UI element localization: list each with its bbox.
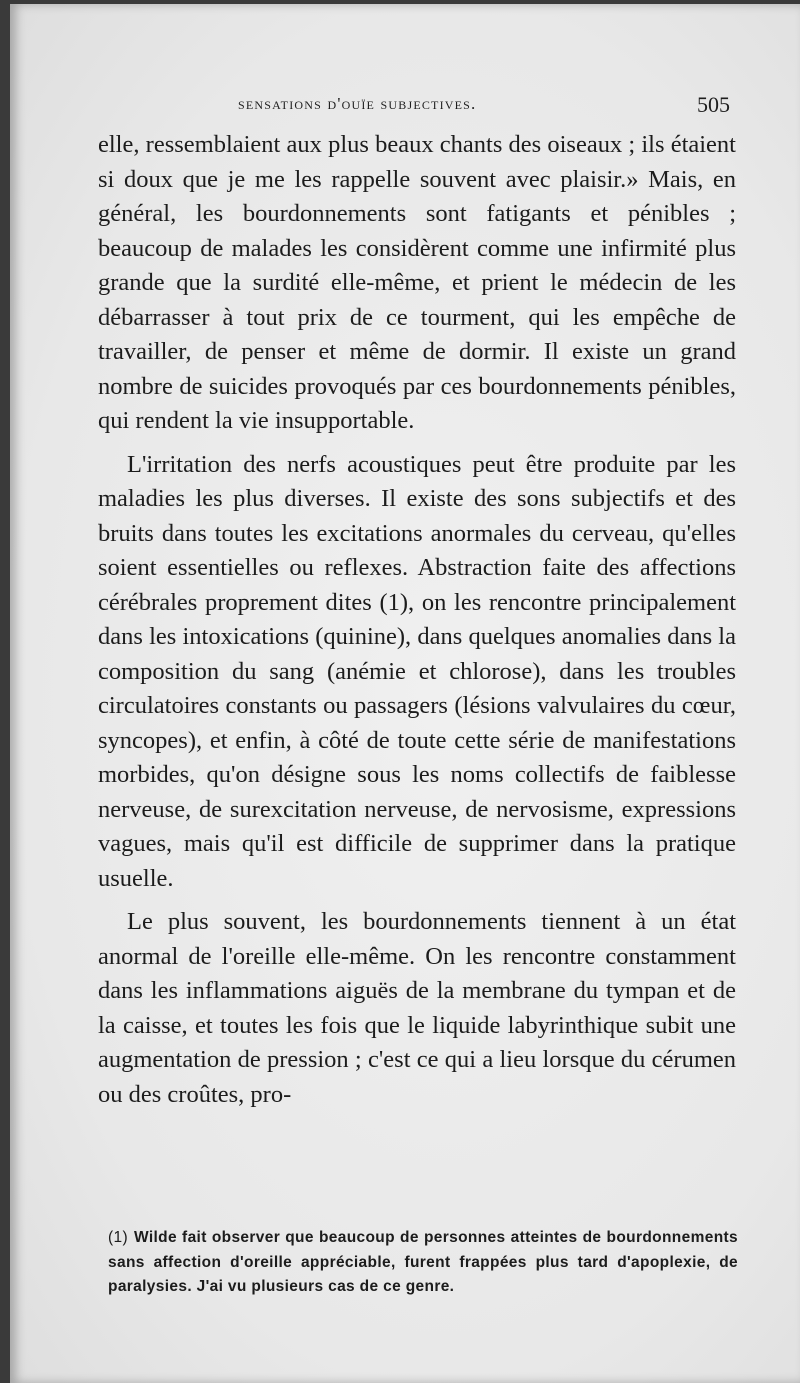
paragraph-1: elle, ressemblaient aux plus beaux chants des oiseaux ; ils étaient si doux que je me les rappelle souvent avec plaisir.» Mais, en général, les bourdonnements sont fatigants et pénibles ; beaucoup de malades les considèrent comme une infirmité plus grande que la surdité elle-même, et prient le médecin de les débarrasser à tout prix de ce tourment, qui les empêche de travailler, de penser et même de dormir. Il existe un grand nombre de suicides provoqués par ces bourdonnements pénibles, qui rendent la vie insupportable. — [98, 131, 736, 434]
book-page — [10, 4, 800, 1383]
page-number: 505 — [697, 92, 730, 117]
running-title: sensations d'ouïe subjectives. — [238, 94, 477, 113]
paragraph-2: L'irritation des nerfs acoustiques peut être produite par les maladies les plus diverses. Il existe des sons subjectifs et des bruits dans toutes les excitations anormales du cerveau, qu'elles soient essentielles ou reflexes. Abstraction faite des affections cérébrales proprement dites (1), on les rencontre principalement dans les intoxications (quinine), dans quelques anomalies dans la composition du sang (anémie et chlorose), dans les troubles circulatoires constants ou passagers (lésions valvulaires du cœur, syncopes), et enfin, à côté de toute cette série de manifestations morbides, qu'on désigne sous les noms collectifs de faiblesse nerveuse, de surexcitation nerveuse, de nervosisme, expressions vagues, mais qu'il est difficile de supprimer dans la pratique usuelle. — [98, 450, 736, 892]
footnote-text: Wilde fait observer que beaucoup de personnes atteintes de bourdonnements sans affection d'oreille appréciable, furent frappées plus tard d'apoplexie, de paralysies. J'ai vu plusieurs cas de ce genre. — [108, 1229, 738, 1295]
body-text — [98, 128, 736, 1112]
running-head — [100, 92, 730, 118]
footnote — [108, 1226, 738, 1300]
footnote-marker: (1) — [108, 1229, 128, 1246]
paragraph-3: Le plus souvent, les bourdonnements tiennent à un état anormal de l'oreille elle-même. On les rencontre constamment dans les inflammations aiguës de la membrane du tympan et de la caisse, et toutes les fois que le liquide labyrinthique subit une augmentation de pression ; c'est ce qui a lieu lorsque du cérumen ou des croûtes, pro- — [98, 908, 736, 1108]
